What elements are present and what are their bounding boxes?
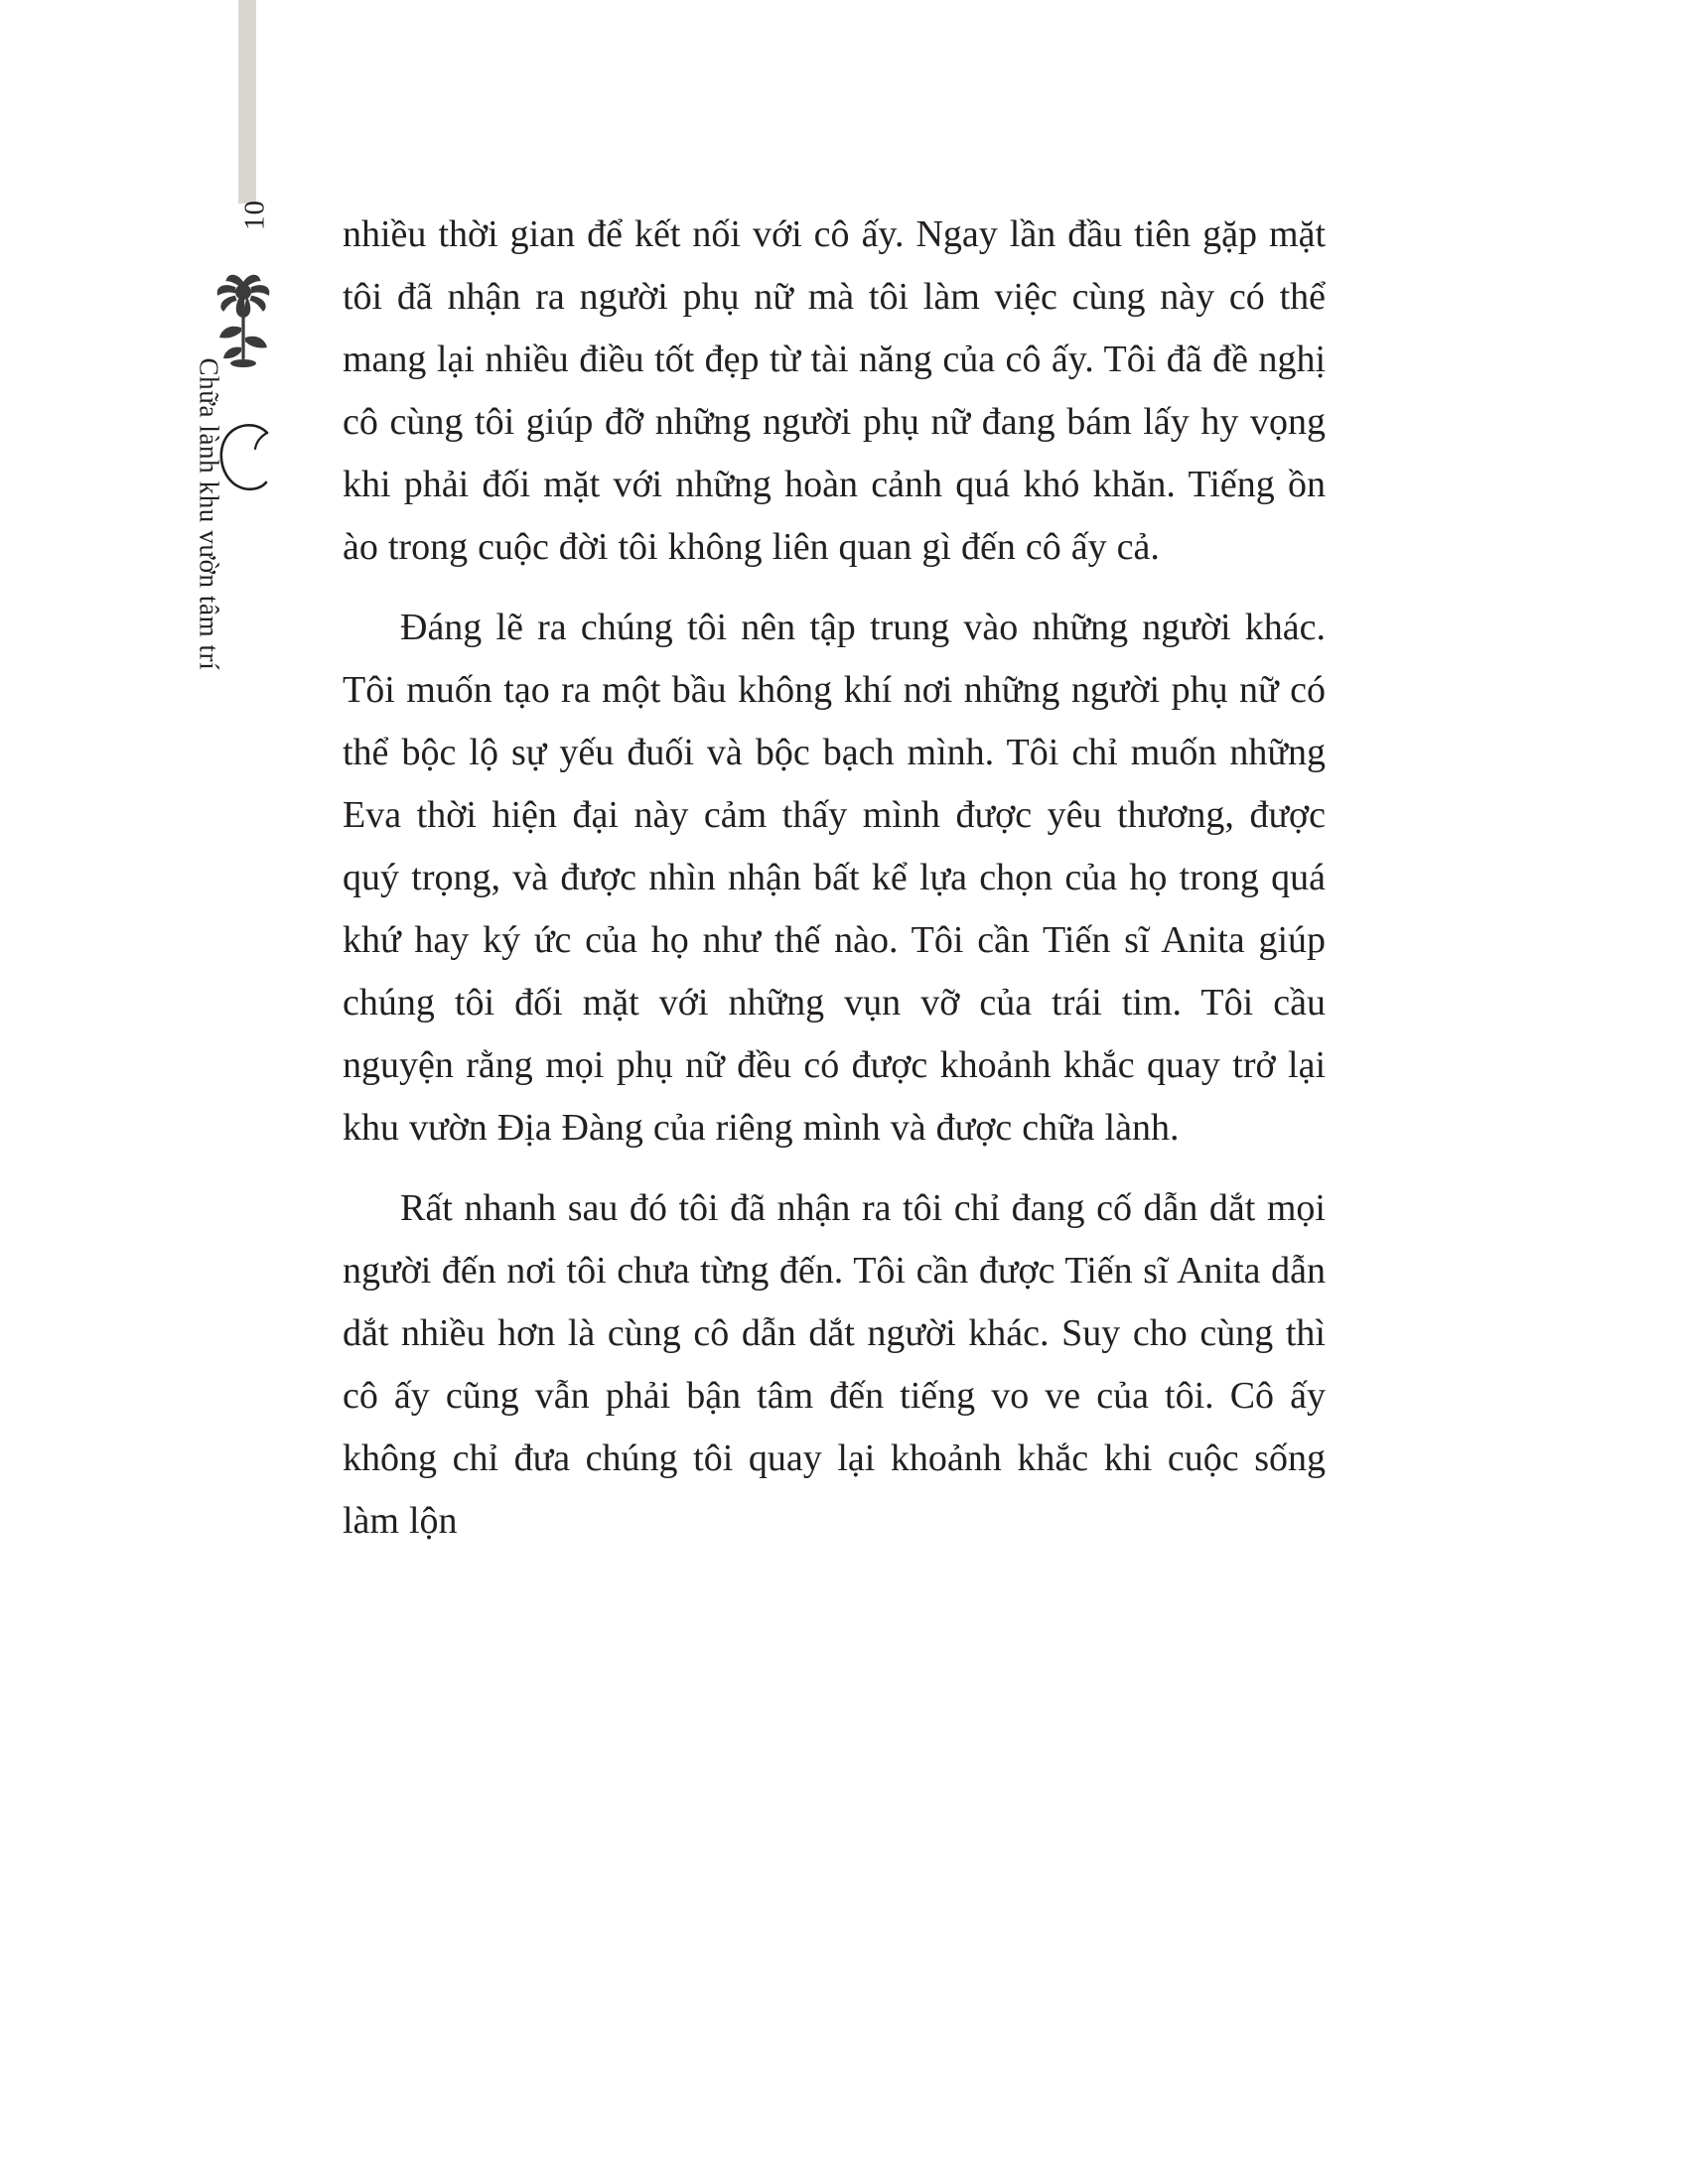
paragraph-1: nhiều thời gian để kết nối với cô ấy. Ngay lần đầu tiên gặp mặt tôi đã nhận ra người phụ nữ mà tôi làm việc cùng này có thể mang lại nhiều điều tốt đẹp từ tài năng của cô ấy. Tôi đã đề nghị cô cùng tôi giúp đỡ những người phụ nữ đang bám lấy hy vọng khi phải đối mặt với những hoàn cảnh quá khó khăn. Tiếng ồn ào trong cuộc đời tôi không liên quan gì đến cô ấy cả. xyxy=(343,213,1326,568)
paragraph-3: Rất nhanh sau đó tôi đã nhận ra tôi chỉ đang cố dẫn dắt mọi người đến nơi tôi chưa từng đến. Tôi cần được Tiến sĩ Anita dẫn dắt nhiều hơn là cùng cô dẫn dắt người khác. Suy cho cùng thì cô ấy cũng vẫn phải bận tâm đến tiếng vo ve của tôi. Cô ấy không chỉ đưa chúng tôi quay lại khoảnh khắc khi cuộc sống làm lộn xyxy=(343,1187,1326,1542)
paragraph-2: Đáng lẽ ra chúng tôi nên tập trung vào những người khác. Tôi muốn tạo ra một bầu không khí nơi những người phụ nữ có thể bộc lộ sự yếu đuối và bộc bạch mình. Tôi chỉ muốn những Eva thời hiện đại này cảm thấy mình được yêu thương, được quý trọng, và được nhìn nhận bất kể lựa chọn của họ trong quá khứ hay ký ức của họ như thế nào. Tôi cần Tiến sĩ Anita giúp chúng tôi đối mặt với những vụn vỡ của trái tim. Tôi cầu nguyện rằng mọi phụ nữ đều có được khoảnh khắc quay trở lại khu vườn Địa Đàng của riêng mình và được chữa lành. xyxy=(343,607,1326,1149)
margin-column xyxy=(0,0,328,2184)
body-text-block xyxy=(343,204,1326,1559)
running-head: Chữa lành khu vườn tâm trí xyxy=(194,357,224,671)
page-number: 10 xyxy=(238,200,271,230)
